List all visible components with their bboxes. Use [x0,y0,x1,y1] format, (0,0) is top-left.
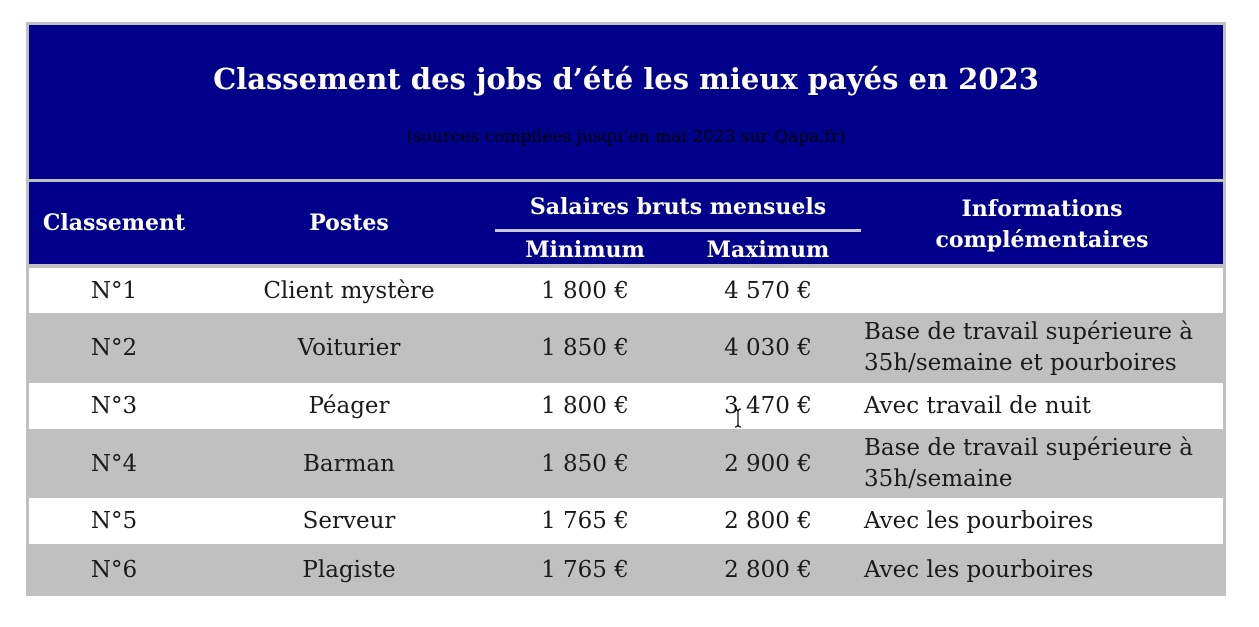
min-salary-cell: 1 850 € [541,335,629,361]
header-job: Postes [309,210,389,236]
info-cell: Avec les pourboires [864,507,1094,534]
job-cell: Voiturier [297,335,401,361]
header-info-line2: complémentaires [935,227,1149,253]
header-info [861,194,1223,256]
info-cell [864,268,1223,313]
max-salary-cell: 2 800 € [724,557,812,583]
job-cell: Client mystère [263,277,435,304]
header-info-line1: Informations [961,196,1123,222]
table-row [29,383,1223,429]
header-row [29,182,1223,264]
min-salary-cell: 1 800 € [541,277,629,304]
table-title: Classement des jobs d’été les mieux payés en 2023 [213,62,1039,96]
table-row [29,498,1223,544]
rank-cell: N°2 [90,335,138,361]
job-cell: Péager [308,393,390,419]
info-cell: Base de travail supérieure à 35h/semaine et pourboires [864,319,1194,376]
header-max: Maximum [706,237,830,263]
table-row [29,544,1223,596]
min-salary-cell: 1 800 € [541,393,629,419]
table-subtitle: (sources compilées jusqu’en mai 2023 sur Qapa.fr) [406,127,846,147]
max-salary-cell: 2 800 € [724,508,812,534]
rank-cell: N°1 [90,277,138,304]
info-cell: Avec travail de nuit [864,392,1092,419]
title-band [29,25,1223,179]
table-row [29,268,1223,313]
header-salary-group: Salaires bruts mensuels [529,194,827,220]
rank-cell: N°6 [90,557,138,583]
max-salary-cell: 4 570 € [724,277,812,304]
info-cell: Avec les pourboires [864,556,1094,583]
salary-table [26,22,1226,596]
rank-cell: N°3 [90,393,138,419]
header-rank: Classement [42,210,186,236]
min-salary-cell: 1 765 € [541,508,629,534]
table-row [29,313,1223,383]
text-cursor-icon [733,408,743,428]
max-salary-cell: 4 030 € [724,335,812,361]
max-salary-cell: 2 900 € [724,450,812,477]
job-cell: Serveur [302,508,396,534]
job-cell: Plagiste [302,557,396,583]
rank-cell: N°5 [90,508,138,534]
header-min: Minimum [525,237,645,263]
header-divider [495,229,861,232]
max-salary-cell: 3 470 € [724,393,812,419]
rank-cell: N°4 [90,450,138,477]
info-cell: Base de travail supérieure à 35h/semaine [864,434,1194,492]
min-salary-cell: 1 765 € [541,557,629,583]
min-salary-cell: 1 850 € [541,450,629,477]
table-row [29,429,1223,498]
job-cell: Barman [303,450,395,477]
